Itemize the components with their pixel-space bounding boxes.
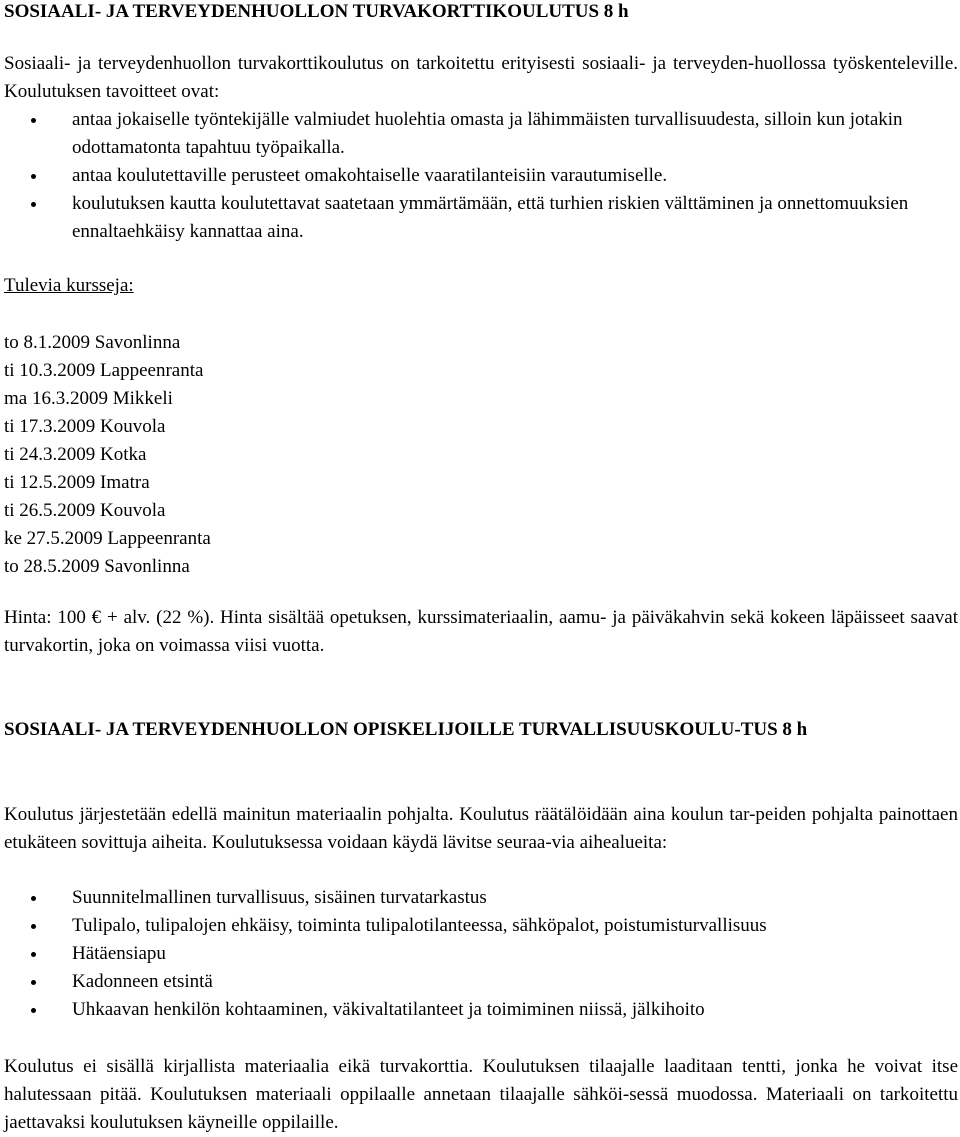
courses-heading: Tulevia kursseja:	[4, 275, 134, 296]
course-item: ma 16.3.2009 Mikkeli	[4, 388, 173, 409]
courses-list	[4, 329, 211, 581]
section1-intro-text: Sosiaali- ja terveydenhuollon turvakorttikoulutus on tarkoitettu erityisesti sosiaali- ja terveyden-huollossa työskenteleville. Koulutuksen tavoitteet ovat:	[4, 53, 958, 102]
course-item: ti 12.5.2009 Imatra	[4, 472, 150, 493]
course-item: to 28.5.2009 Savonlinna	[4, 556, 190, 577]
goal-item: antaa jokaiselle työntekijälle valmiudet huolehtia omasta ja lähimmäisten turvallisuudesta, silloin kun jotakin odottamatonta tapahtuu työpaikalla.	[4, 106, 958, 162]
course-item: ti 24.3.2009 Kotka	[4, 444, 147, 465]
topic-item: Tulipalo, tulipalojen ehkäisy, toiminta tulipalotilanteessa, sähköpalot, poistumisturvallisuus	[4, 912, 958, 940]
course-item: ti 10.3.2009 Lappeenranta	[4, 360, 204, 381]
section1-title: SOSIAALI- JA TERVEYDENHUOLLON TURVAKORTTIKOULUTUS 8 h	[4, 1, 629, 22]
topic-item: Hätäensiapu	[4, 940, 958, 968]
course-item: ti 26.5.2009 Kouvola	[4, 500, 166, 521]
course-item: ke 27.5.2009 Lappeenranta	[4, 528, 211, 549]
topic-item: Kadonneen etsintä	[4, 968, 958, 996]
section2-footer: Koulutus ei sisällä kirjallista materiaalia eikä turvakorttia. Koulutuksen tilaajalle laaditaan tentti, jonka he voivat itse halutessaan pitää. Koulutuksen materiaali oppilaalle annetaan tilaajalle sähköi-sessä muodossa. Materiaali on tarkoitettu jaettavaksi koulutuksen käyneille oppilaille.	[4, 1056, 958, 1133]
section2-intro: Koulutus järjestetään edellä mainitun materiaalin pohjalta. Koulutus räätälöidään aina koulun tar-peiden pohjalta painottaen etukäteen sovittuja aiheita. Koulutuksessa voidaan käydä lävitse seuraa-via aihealueita:	[4, 804, 958, 853]
price-paragraph: Hinta: 100 € + alv. (22 %). Hinta sisältää opetuksen, kurssimateriaalin, aamu- ja päiväkahvin sekä kokeen läpäisseet saavat turvakortin, joka on voimassa viisi vuotta.	[4, 607, 958, 656]
course-item: ti 17.3.2009 Kouvola	[4, 416, 166, 437]
course-item: to 8.1.2009 Savonlinna	[4, 332, 181, 353]
topic-item: Uhkaavan henkilön kohtaaminen, väkivaltatilanteet ja toimiminen niissä, jälkihoito	[4, 996, 958, 1024]
topic-item: Suunnitelmallinen turvallisuus, sisäinen turvatarkastus	[4, 884, 958, 912]
section1-intro	[4, 50, 958, 106]
section1-goals-list	[4, 106, 958, 246]
section2-topics-list	[4, 884, 958, 1024]
section2-title: SOSIAALI- JA TERVEYDENHUOLLON OPISKELIJOILLE TURVALLISUUSKOULU-TUS 8 h	[4, 719, 808, 740]
goal-item: antaa koulutettaville perusteet omakohtaiselle vaaratilanteisiin varautumiselle.	[4, 162, 958, 190]
goal-item: koulutuksen kautta koulutettavat saatetaan ymmärtämään, että turhien riskien välttäminen ja onnettomuuksien ennaltaehkäisy kannattaa aina.	[4, 190, 958, 246]
